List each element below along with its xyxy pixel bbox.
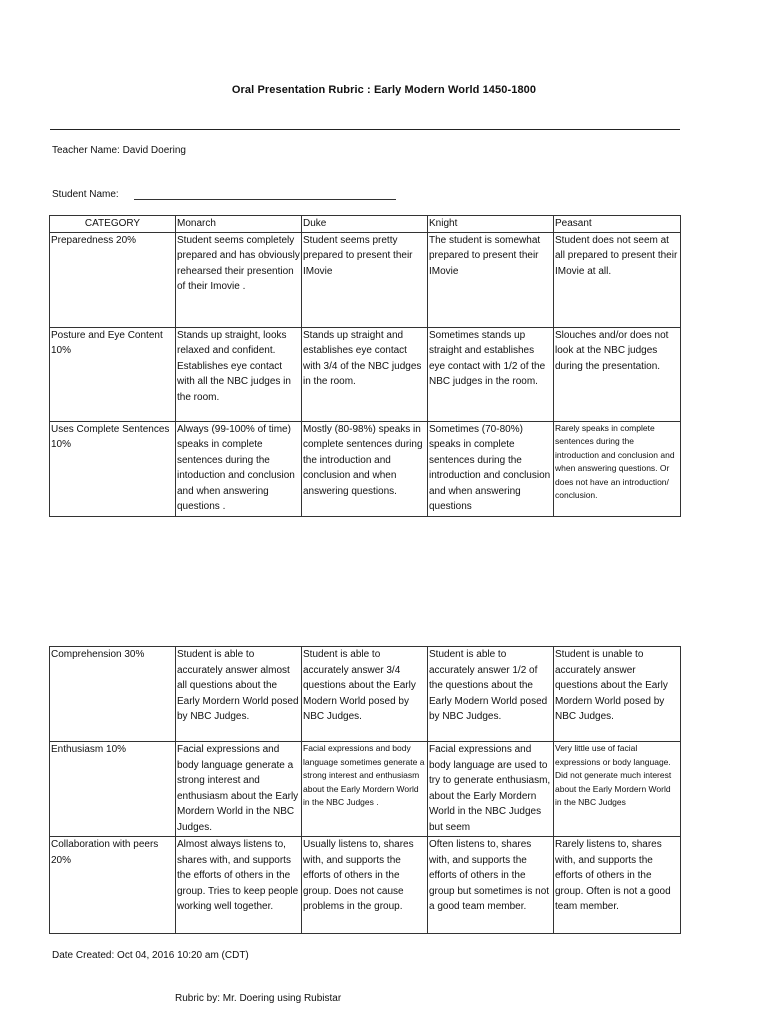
peasant-cell: Student is unable to accurately answer questions about the Early Mordern World posed by NBC Judges. xyxy=(554,647,681,742)
knight-cell: Often listens to, shares with, and supports the efforts of others in the group but sometimes is not a good team member. xyxy=(428,837,554,934)
rubric-table-part-2 xyxy=(49,646,681,934)
duke-cell: Student seems pretty prepared to present their IMovie xyxy=(302,232,428,327)
table-row xyxy=(50,421,681,516)
table-row xyxy=(50,742,681,837)
category-cell: Uses Complete Sentences 10% xyxy=(50,421,176,516)
duke-cell: Mostly (80-98%) speaks in complete sentences during the introduction and conclusion and when answering questions. xyxy=(302,421,428,516)
header-duke: Duke xyxy=(302,216,428,233)
knight-cell: Facial expressions and body language are used to try to generate enthusiasm, about the Early Mordern World in the NBC Judges but seem xyxy=(428,742,554,837)
category-cell: Posture and Eye Content 10% xyxy=(50,327,176,421)
rubric-credit: Rubric by: Mr. Doering using Rubistar xyxy=(175,993,342,1004)
page-title: Oral Presentation Rubric : Early Modern World 1450-1800 xyxy=(231,84,537,96)
knight-cell: Student is able to accurately answer 1/2 of the questions about the Early Modern World posed by NBC Judges. xyxy=(428,647,554,742)
peasant-cell: Very little use of facial expressions or body language. Did not generate much interest about the Early Mordern World in the NBC Judges xyxy=(554,742,681,837)
student-name-row xyxy=(52,188,396,200)
category-cell: Collaboration with peers 20% xyxy=(50,837,176,934)
peasant-cell: Rarely listens to, shares with, and supports the efforts of others in the group. Often is not a good team member. xyxy=(554,837,681,934)
monarch-cell: Student is able to accurately answer almost all questions about the Early Mordern World posed by NBC Judges. xyxy=(176,647,302,742)
header-row xyxy=(50,216,681,233)
duke-cell: Stands up straight and establishes eye contact with 3/4 of the NBC judges in the room. xyxy=(302,327,428,421)
rubric-table-part-1 xyxy=(49,215,681,517)
monarch-cell: Student seems completely prepared and has obviously rehearsed their presention of their Imovie . xyxy=(176,232,302,327)
duke-cell: Usually listens to, shares with, and supports the efforts of others in the group. Does not cause problems in the group. xyxy=(302,837,428,934)
duke-cell: Student is able to accurately answer 3/4 questions about the Early Modern World posed by NBC Judges. xyxy=(302,647,428,742)
student-name-label: Student Name: xyxy=(52,189,119,200)
header-peasant: Peasant xyxy=(554,216,681,233)
date-created: Date Created: Oct 04, 2016 10:20 am (CDT) xyxy=(52,950,249,961)
monarch-cell: Always (99-100% of time) speaks in complete sentences during the intoduction and conclusion and when answering questions . xyxy=(176,421,302,516)
header-monarch: Monarch xyxy=(176,216,302,233)
peasant-cell: Rarely speaks in complete sentences during the introduction and conclusion and when answering questions. Or does not have an introduction/ conclusion. xyxy=(554,421,681,516)
header-category: CATEGORY xyxy=(50,216,176,233)
category-cell: Comprehension 30% xyxy=(50,647,176,742)
category-cell: Preparedness 20% xyxy=(50,232,176,327)
knight-cell: The student is somewhat prepared to present their IMovie xyxy=(428,232,554,327)
title-divider xyxy=(50,129,680,130)
teacher-name: Teacher Name: David Doering xyxy=(52,145,186,156)
table-row xyxy=(50,232,681,327)
table-row xyxy=(50,647,681,742)
duke-cell: Facial expressions and body language sometimes generate a strong interest and enthusiasm about the Early Mordern World in the NBC Judges . xyxy=(302,742,428,837)
peasant-cell: Student does not seem at all prepared to present their IMovie at all. xyxy=(554,232,681,327)
knight-cell: Sometimes (70-80%) speaks in complete sentences during the introduction and conclusion and when answering questions xyxy=(428,421,554,516)
table-row xyxy=(50,837,681,934)
table-row xyxy=(50,327,681,421)
peasant-cell: Slouches and/or does not look at the NBC judges during the presentation. xyxy=(554,327,681,421)
monarch-cell: Almost always listens to, shares with, and supports the efforts of others in the group. Tries to keep people working well together. xyxy=(176,837,302,934)
header-knight: Knight xyxy=(428,216,554,233)
monarch-cell: Stands up straight, looks relaxed and confident. Establishes eye contact with all the NBC judges in the room. xyxy=(176,327,302,421)
monarch-cell: Facial expressions and body language generate a strong interest and enthusiasm about the Early Mordern World in the NBC Judges. xyxy=(176,742,302,837)
student-name-blank[interactable] xyxy=(134,188,396,200)
knight-cell: Sometimes stands up straight and establishes eye contact with 1/2 of the NBC judges in the room. xyxy=(428,327,554,421)
category-cell: Enthusiasm 10% xyxy=(50,742,176,837)
